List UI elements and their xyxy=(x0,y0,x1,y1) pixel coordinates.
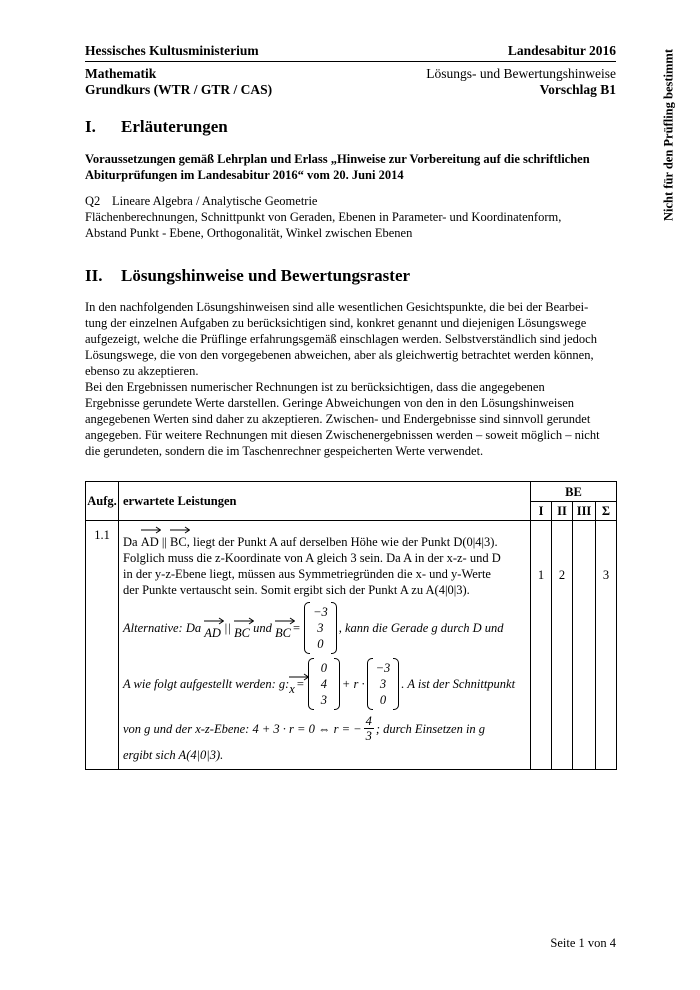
vector-x xyxy=(289,672,295,697)
section-1-number: I. xyxy=(85,117,96,136)
vector-entry: 3 xyxy=(379,677,387,691)
parallel-symbol: || xyxy=(224,621,231,635)
para-line: In den nachfolgenden Lösungshinweisen sind alle wesentlichen Gesichtspunkte, die bei der Bearbei- xyxy=(85,300,589,314)
topic-block xyxy=(85,193,616,241)
vector-entry: 3 xyxy=(317,621,324,635)
answer-line-4: der Punkte vertauscht sein. Somit ergibt sich der Punkt A zu A(4|0|3). xyxy=(123,583,470,597)
course-name: Grundkurs (WTR / GTR / CAS) xyxy=(85,82,273,97)
ministry-name: Hessisches Kultusministerium xyxy=(85,43,259,58)
text-span: von g und der x-z-Ebene: 4 + 3 · r = 0 ⇔ r = − xyxy=(123,721,362,736)
line-equation xyxy=(123,658,526,710)
equals-sign: = xyxy=(293,621,301,635)
topic-line-2: Flächenberechnungen, Schnittpunkt von Geraden, Ebenen in Parameter- und Koordinatenform, xyxy=(85,210,562,224)
vector-arrow-icon xyxy=(234,616,254,625)
bracket-right xyxy=(334,658,340,710)
col-expected-header: erwartete Leistungen xyxy=(119,482,531,521)
score-I: 1 xyxy=(531,521,552,770)
vector-entry: 3 xyxy=(320,693,328,707)
para-line: tung der einzelnen Aufgaben zu berücksichtigen sind, konkret genannt und diejenigen Lösungswege xyxy=(85,316,587,330)
vector-label: x xyxy=(289,681,295,696)
column-vector xyxy=(308,658,340,710)
header-row-2 xyxy=(85,66,616,82)
proposal-name: Vorschlag B1 xyxy=(539,82,616,97)
topic-line-1 xyxy=(85,193,616,209)
grading-table xyxy=(85,481,617,770)
doc-type: Lösungs- und Bewertungshinweise xyxy=(426,66,616,81)
score-II: 2 xyxy=(552,521,573,770)
intersection-line xyxy=(123,714,526,743)
para-line: Bei den Ergebnissen numerischer Rechnungen ist zu berücksichtigen, dass die angegebenen xyxy=(85,380,545,394)
header-row-1 xyxy=(85,43,616,59)
prerequisites-line-1: Voraussetzungen gemäß Lehrplan und Erlass „Hinweise zur Vorbereitung auf die schriftlichen xyxy=(85,152,590,166)
vector-entry: 0 xyxy=(320,661,328,675)
vector-entry: 0 xyxy=(317,637,324,651)
text-span: ; durch Einsetzen in g xyxy=(375,721,486,736)
section-2-number: II. xyxy=(85,266,103,285)
column-vector xyxy=(367,658,400,710)
instructions-paragraph xyxy=(85,299,616,459)
denominator: 3 xyxy=(365,729,372,743)
para-line: Ergebnisse gerundete Werte darstellen. Geringe Abweichungen von den in den Lösungshinweisen xyxy=(85,396,575,410)
text-span: , kann die Gerade g durch D und xyxy=(338,621,504,635)
vector-bc xyxy=(170,525,187,550)
vector-entry: 0 xyxy=(379,693,387,707)
topic-line-3: Abstand Punkt - Ebene, Orthogonalität, Winkel zwischen Ebenen xyxy=(85,226,413,240)
header-rule xyxy=(85,61,616,62)
vector-entry: −3 xyxy=(375,661,391,675)
exam-name: Landesabitur 2016 xyxy=(507,43,616,58)
vector-arrow-icon xyxy=(204,616,224,625)
text-span: und xyxy=(253,621,272,635)
section-1-heading xyxy=(85,117,228,137)
equals-sign: = xyxy=(296,677,304,691)
para-line: aufgezeigt, welche die Prüflinge erfahrungsgemäß einschlagen werden. Selbstverständlich sind jedoch xyxy=(85,332,597,346)
numerator: 4 xyxy=(365,714,372,728)
answer-line-1 xyxy=(123,525,526,550)
score-sum: 3 xyxy=(596,521,617,770)
vector-entry: −3 xyxy=(313,605,328,619)
text-span: , liegt der Punkt A auf derselben Höhe wie der Punkt D(0|4|3). xyxy=(186,535,498,549)
vector-entry: 4 xyxy=(320,677,328,691)
vector-arrow-icon xyxy=(275,616,295,625)
col-II-header: II xyxy=(552,502,573,521)
prerequisites-line-2: Abiturprüfungen im Landesabitur 2016“ vom 20. Juni 2014 xyxy=(85,168,404,182)
bracket-right xyxy=(331,602,337,654)
vector-label: AD xyxy=(140,535,159,549)
parallel-symbol: || xyxy=(161,535,167,549)
text-span: A wie folgt aufgestellt werden: g: xyxy=(123,677,290,691)
alternative-line xyxy=(123,602,526,654)
side-note xyxy=(658,30,680,240)
answer-line-2: Folglich muss die z-Koordinate von A gleich 3 sein. Da A in der x-z- und D xyxy=(123,551,501,565)
task-number: 1.1 xyxy=(86,521,119,770)
vector-ad xyxy=(141,525,159,550)
vector-bc xyxy=(234,616,250,641)
col-I-header: I xyxy=(531,502,552,521)
vector-ad xyxy=(204,616,221,641)
col-task-header: Aufg. xyxy=(86,482,119,521)
text-span: + r · xyxy=(341,677,365,691)
para-line: die gerundeten, sondern die im Taschenrechner gespeicherten Werte verwendet. xyxy=(85,444,484,458)
side-note-text: Nicht für den Prüfling bestimmt xyxy=(661,49,676,221)
bracket-right xyxy=(393,658,399,710)
fraction xyxy=(364,714,374,743)
score-III xyxy=(573,521,596,770)
column-vector xyxy=(304,602,337,654)
expected-answer xyxy=(119,521,531,770)
answer-line-3: in der y-z-Ebene liegt, müssen aus Symmetriegründen die x- und y-Werte xyxy=(123,567,491,581)
vector-bc xyxy=(275,616,291,641)
vector-label: BC xyxy=(275,625,291,640)
final-result: ergibt sich A(4|0|3). xyxy=(123,748,224,762)
vector-label: AD xyxy=(204,625,221,640)
vector-arrow-icon xyxy=(289,672,309,681)
section-2-title: Lösungshinweise und Bewertungsraster xyxy=(121,266,411,285)
table-row xyxy=(86,521,617,770)
vector-label: BC xyxy=(234,625,251,640)
topic-name: Lineare Algebra / Analytische Geometrie xyxy=(112,194,318,208)
para-line: ebenso zu akzeptieren. xyxy=(85,364,199,378)
col-sum-header: Σ xyxy=(596,502,617,521)
vector-arrow-icon xyxy=(141,525,161,534)
prerequisites xyxy=(85,151,616,183)
vector-label: BC xyxy=(170,535,187,549)
para-line: angegebenen Werten sind daher zu akzeptieren. Zwischen- und Endergebnisse sind sinnvoll gerundet xyxy=(85,412,591,426)
header-row-3 xyxy=(85,82,616,98)
section-1-title: Erläuterungen xyxy=(121,117,228,136)
para-line: Lösungswege, die von den vorgegebenen abweichen, aber als gleichwertig betrachtet werden können, xyxy=(85,348,594,362)
vector-arrow-icon xyxy=(170,525,190,534)
subject-name: Mathematik xyxy=(85,66,157,81)
para-line: angegeben. Für weitere Rechnungen mit diesen Zwischenergebnissen werden – soweit möglich – nicht xyxy=(85,428,600,442)
text-span: Da xyxy=(123,535,138,549)
section-2-heading xyxy=(85,266,410,286)
topic-code: Q2 xyxy=(85,194,101,208)
col-III-header: III xyxy=(573,502,596,521)
text-span: . A ist der Schnittpunkt xyxy=(401,677,516,691)
col-be-header: BE xyxy=(531,482,617,502)
text-span: Alternative: Da xyxy=(123,621,202,635)
page-number: Seite 1 von 4 xyxy=(550,936,616,950)
